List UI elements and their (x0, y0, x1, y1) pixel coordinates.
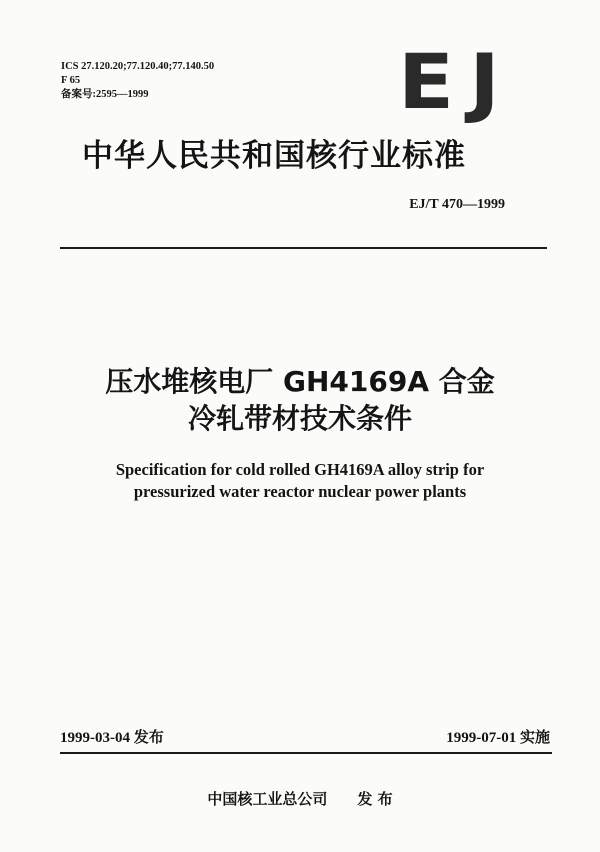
publication-date: 1999-03-04 发布 (60, 730, 164, 746)
issuer-action: 发 布 (357, 790, 393, 808)
ics-code: ICS 27.120.20;77.120.40;77.140.50 (61, 61, 215, 72)
ccs-code: F 65 (61, 75, 81, 86)
standard-category-title: 中华人民共和国核行业标准 (82, 138, 466, 174)
document-title-cn-line1: 压水堆核电厂 GH4169A 合金 (105, 365, 495, 398)
footer-divider (60, 752, 552, 754)
header-divider (60, 247, 547, 249)
classification-block (61, 60, 214, 102)
document-title-en-line2: pressurized water reactor nuclear power plants (133, 482, 467, 501)
standard-number: EJ/T 470—1999 (409, 197, 505, 212)
document-title-en-line1: Specification for cold rolled GH4169A alloy strip for (115, 460, 485, 479)
issuer-line (0, 788, 600, 809)
record-number: 备案号:2595—1999 (61, 89, 149, 100)
implementation-date: 1999-07-01 实施 (446, 730, 550, 746)
issuer-name: 中国核工业总公司 (207, 790, 328, 808)
document-title-cn-line2: 冷轧带材技术条件 (187, 402, 412, 435)
ej-logo: EJ (398, 37, 515, 126)
